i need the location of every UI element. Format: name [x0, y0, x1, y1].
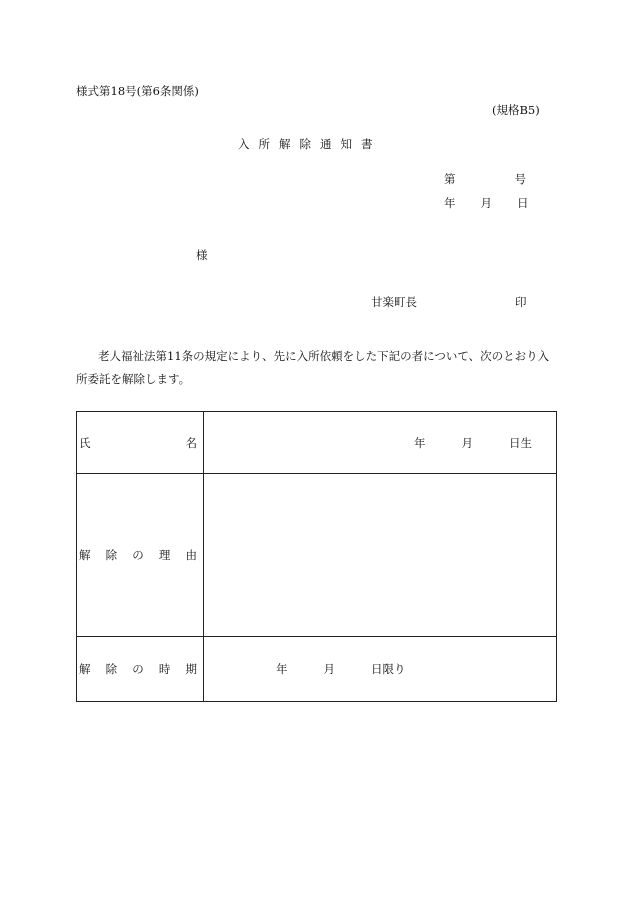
reason-label-char: 理 — [158, 548, 171, 562]
name-label — [79, 435, 197, 451]
notice-body-text: 老人福祉法第11条の規定により、先に入所依頼をした下記の者について、次のとおり入所委託を解除します。 — [76, 349, 550, 386]
number-suffix: 号 — [514, 172, 526, 186]
name-value-cell — [204, 412, 557, 474]
period-label-char: 時 — [158, 662, 171, 676]
issue-day: 日 — [517, 196, 529, 210]
reason-label — [79, 547, 197, 563]
issue-year: 年 — [444, 196, 456, 210]
birth-day: 日生 — [509, 435, 532, 450]
number-prefix: 第 — [444, 172, 456, 186]
size-spec: (規格B5) — [492, 103, 540, 117]
issue-date-line — [444, 197, 529, 211]
reason-label-cell — [77, 474, 204, 637]
detail-table — [76, 411, 557, 702]
period-month: 月 — [323, 662, 335, 676]
table-row-period — [77, 637, 557, 702]
name-label-char: 氏 — [79, 435, 91, 450]
period-label-char: 除 — [105, 662, 118, 676]
seal-mark: 印 — [515, 295, 527, 309]
document-number-line — [444, 173, 526, 187]
form-number: 様式第18号(第6条関係) — [76, 84, 199, 98]
period-label — [79, 661, 197, 677]
birth-year: 年 — [414, 435, 426, 450]
birth-month: 月 — [461, 435, 473, 450]
period-date — [204, 661, 556, 677]
issue-month: 月 — [480, 196, 492, 210]
period-year: 年 — [276, 662, 288, 676]
period-label-cell — [77, 637, 204, 702]
reason-label-char: の — [132, 548, 144, 562]
reason-label-char: 除 — [105, 548, 118, 562]
issuer-name: 甘楽町長 — [371, 295, 417, 309]
reason-label-char: 解 — [79, 548, 91, 562]
reason-value-cell — [204, 474, 557, 637]
period-label-char: 期 — [185, 662, 197, 676]
birth-date — [204, 435, 556, 451]
name-label-cell — [77, 412, 204, 474]
reason-label-char: 由 — [185, 548, 197, 562]
table-row-reason — [77, 474, 557, 637]
period-label-char: 解 — [79, 662, 91, 676]
period-day-limit: 日限り — [371, 662, 406, 676]
table-row-name — [77, 412, 557, 474]
period-value-cell — [204, 637, 557, 702]
name-label-char: 名 — [185, 435, 197, 450]
document-title: 入所解除通知書 — [238, 137, 382, 151]
addressee-honorific: 様 — [196, 248, 208, 262]
period-label-char: の — [132, 662, 144, 676]
